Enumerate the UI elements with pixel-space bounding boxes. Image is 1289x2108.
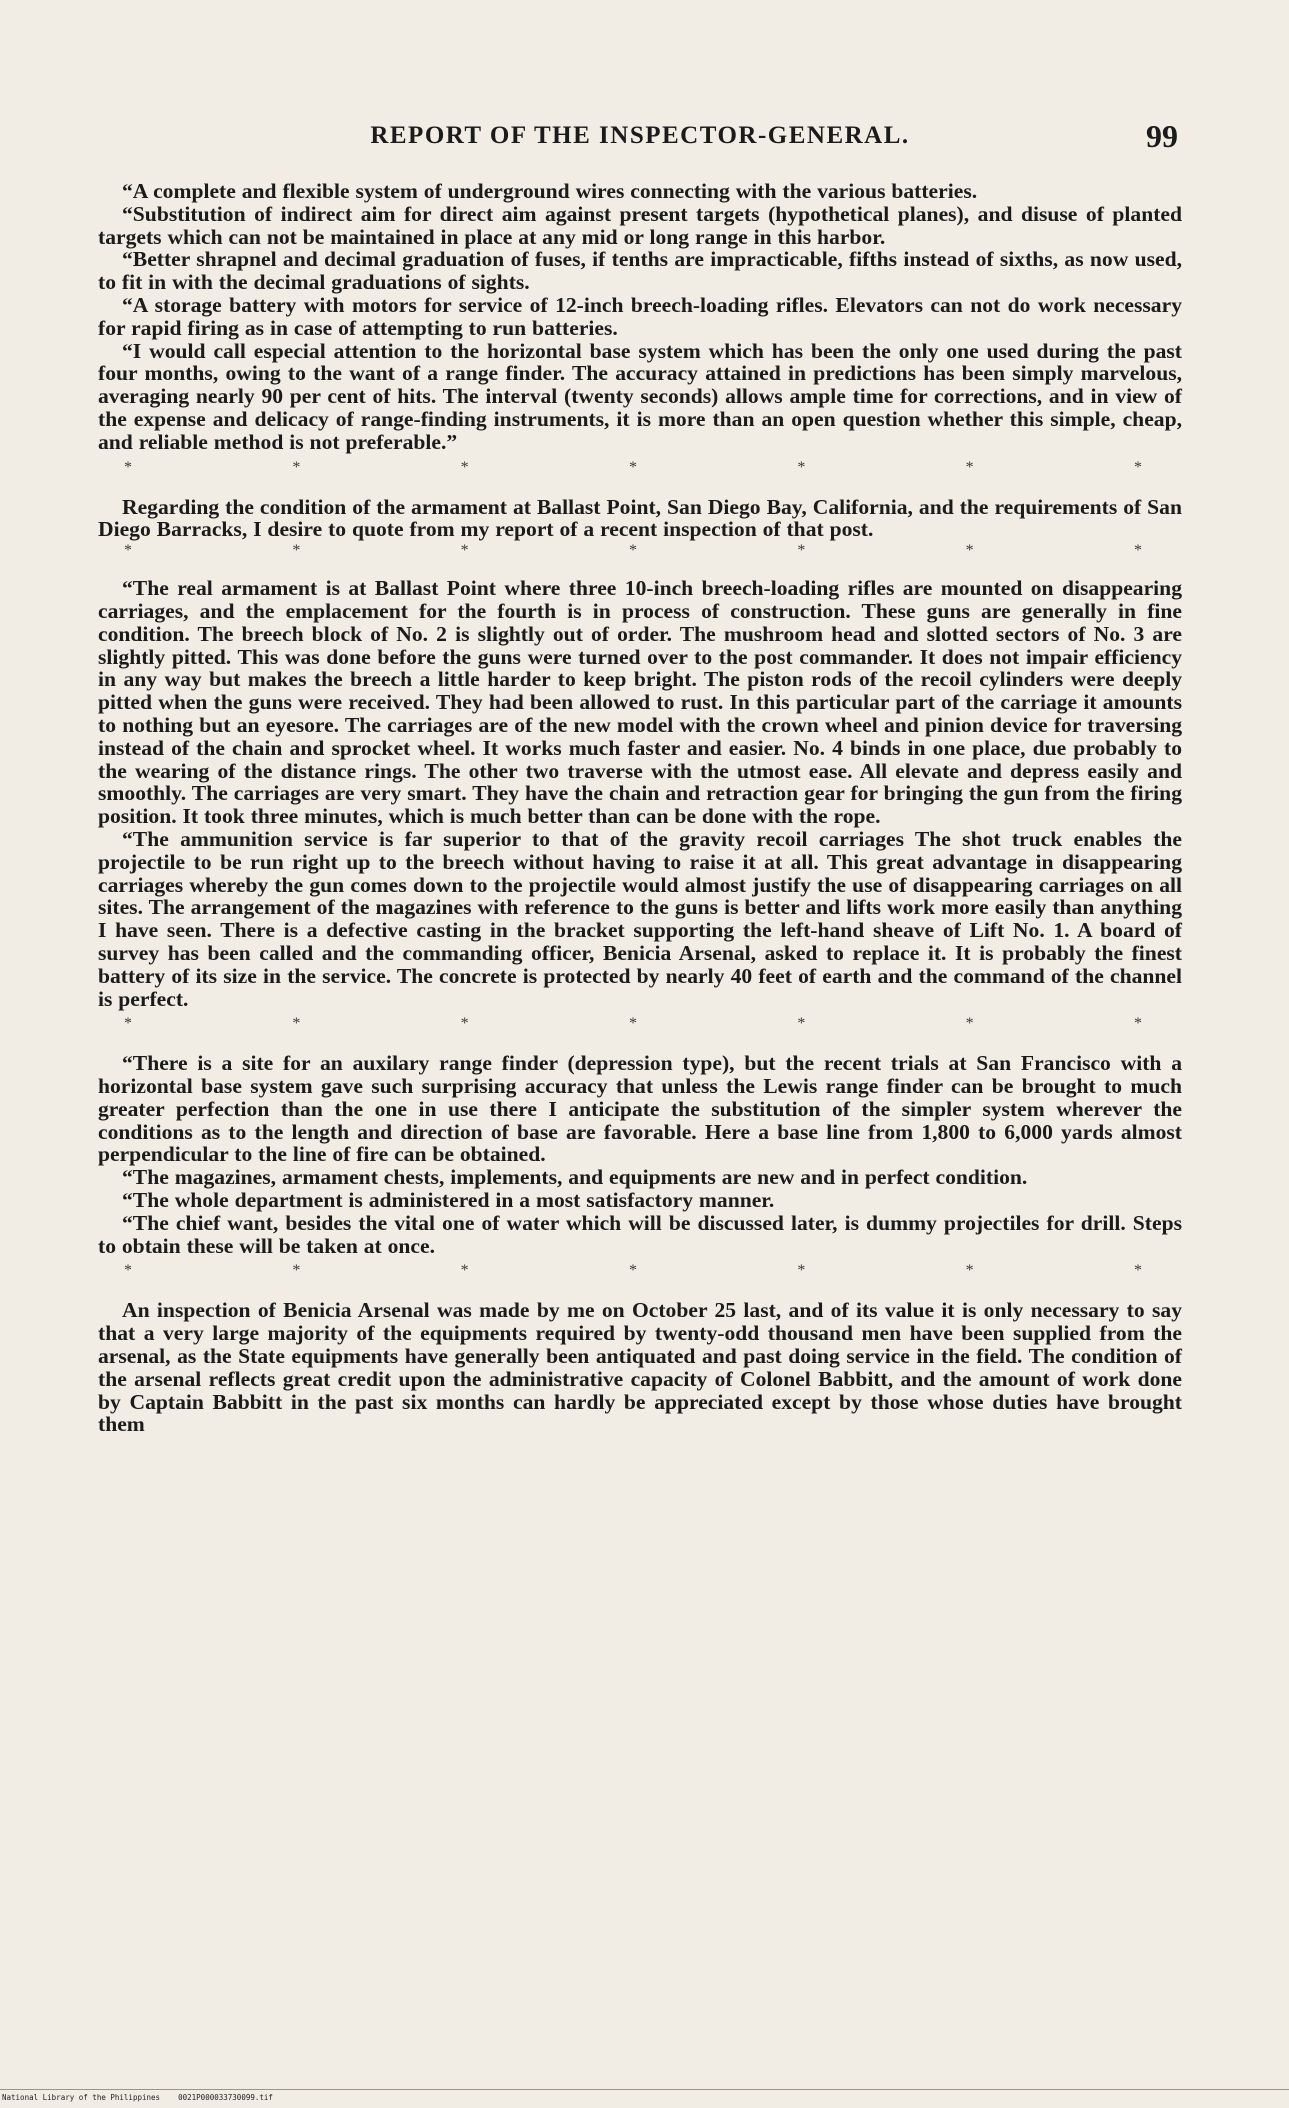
- paragraph-shrapnel: “Better shrapnel and decimal graduation of fuses, if tenths are impracticable, fifths instead of sixths, as now used, to fit in with the decimal graduations of sights.: [98, 247, 1182, 295]
- ellipsis-star: *: [797, 542, 806, 560]
- scan-footer: [2, 2093, 273, 2102]
- ellipsis-star: *: [292, 1262, 301, 1280]
- ellipsis-star: *: [292, 1015, 301, 1033]
- paragraph-range-finder-site: “There is a site for an auxilary range finder (depression type), but the recent trials at San Francisco with a horizontal base system gave such surprising accuracy that unless the Lewis range finder can be brought to much greater perfection than the one in use there I anticipate the substitution of the simpler system wherever the conditions as to the length and direction of base are favorable. Here a base line from 1,800 to 6,000 yards almost perpendicular to the line of fire can be obtained.: [98, 1051, 1182, 1167]
- ellipsis-star: *: [460, 542, 469, 560]
- ellipsis-star: *: [797, 1262, 806, 1280]
- ellipsis-star: *: [1133, 542, 1142, 560]
- ellipsis-star: *: [292, 458, 301, 476]
- paragraph-department: “The whole department is administered in a most satisfactory manner.: [122, 1188, 775, 1213]
- ellipsis-star: *: [124, 458, 132, 476]
- paragraph-ballast-point-intro: Regarding the condition of the armament at Ballast Point, San Diego Bay, California, and the requirements of San Diego Barracks, I desire to quote from my report of a recent inspection of that post.: [98, 494, 1182, 542]
- ellipsis-row: [98, 460, 1182, 476]
- ellipsis-star: *: [628, 458, 637, 476]
- paragraph-horizontal-base: “I would call especial attention to the horizontal base system which has been the only one used during the past four months, owing to the want of a range finder. The accuracy attained in predictions has been simply marvelous, averaging nearly 90 per cent of hits. The interval (twenty seconds) allows ample time for corrections, and in view of the expense and delicacy of range-finding instruments, it is more than an open question whether this simple, cheap, and reliable method is not preferable.”: [98, 338, 1182, 454]
- ellipsis-star: *: [460, 1015, 469, 1033]
- ellipsis-star: *: [965, 1262, 974, 1280]
- running-head: [98, 118, 1182, 158]
- ellipsis-star: *: [1133, 1262, 1142, 1280]
- ellipsis-star: *: [124, 1015, 132, 1033]
- ellipsis-star: *: [460, 458, 469, 476]
- footer-rule: [0, 2089, 1289, 2090]
- ellipsis-star: *: [965, 542, 974, 560]
- footer-file-id: 0021P000033730099.tif: [178, 2093, 273, 2102]
- page-number: 99: [1146, 118, 1178, 154]
- ellipsis-star: *: [124, 1262, 132, 1280]
- paragraph-indirect-aim: “Substitution of indirect aim for direct aim against present targets (hypothetical planes), and disuse of planted targets which can not be maintained in place at any mid or long range in this harbor.: [98, 201, 1182, 249]
- paragraph-underground-wires: “A complete and flexible system of underground wires connecting with the various batteries.: [122, 179, 978, 203]
- ellipsis-star: *: [797, 1015, 806, 1033]
- ellipsis-star: *: [965, 458, 974, 476]
- ellipsis-star: *: [965, 1015, 974, 1033]
- ellipsis-star: *: [1133, 1015, 1142, 1033]
- paragraph-ammunition-service: “The ammunition service is far superior to that of the gravity recoil carriages The shot truck enables the projectile to be run right up to the breech without having to raise it at all. This great advantage in disappearing carriages whereby the gun comes down to the projectile would almost justify the use of disappearing carriages on all sites. The arrangement of the magazines with reference to the guns is better and lifts work more easily than anything I have seen. There is a defective casting in the bracket supporting the left-hand sheave of Lift No. 1. A board of survey has been called and the commanding officer, Benicia Arsenal, asked to replace it. It is probably the finest battery of its size in the service. The concrete is protected by nearly 40 feet of earth and the command of the channel is perfect.: [98, 826, 1182, 1011]
- ellipsis-star: *: [628, 542, 637, 560]
- ellipsis-star: *: [628, 1262, 637, 1280]
- ellipsis-row: [98, 1016, 1182, 1032]
- running-title: REPORT OF THE INSPECTOR-GENERAL.: [370, 122, 910, 149]
- paragraph-chief-want: “The chief want, besides the vital one of water which will be discussed later, is dummy projectiles for drill. Steps to obtain these will be taken at once.: [98, 1210, 1182, 1258]
- ellipsis-row: [98, 1263, 1182, 1279]
- paragraph-benicia-arsenal: An inspection of Benicia Arsenal was made by me on October 25 last, and of its value it is only necessary to say that a very large majority of the equipments required by twenty-odd thousand men have been supplied from the arsenal, as the State equipments have generally been antiquated and past doing service in the field. The condition of the arsenal reflects great credit upon the administrative capacity of Colonel Babbitt, and the amount of work done by Captain Babbitt in the past six months can hardly be appreciated except by those whose duties have brought them: [98, 1298, 1182, 1437]
- ellipsis-star: *: [292, 542, 301, 560]
- paragraph-storage-battery: “A storage battery with motors for service of 12-inch breech-loading rifles. Elevators can not do work necessary for rapid firing as in case of attempting to run batteries.: [98, 292, 1182, 340]
- paragraph-magazines: “The magazines, armament chests, implements, and equipments are new and in perfect condition.: [122, 1165, 1028, 1190]
- page-content: [98, 118, 1182, 1436]
- paragraph-real-armament: “The real armament is at Ballast Point where three 10-inch breech-loading rifles are mounted on disappearing carriages, and the emplacement for the fourth is in process of construction. These guns are generally in fine condition. The breech block of No. 2 is slightly out of order. The mushroom head and slotted sectors of No. 3 are slightly pitted. This was done before the guns were turned over to the post commander. It does not impair efficiency in any way but makes the breech a little harder to keep bright. The piston rods of the recoil cylinders were deeply pitted when the guns were received. They had been allowed to rust. In this particular part of the carriage it amounts to nothing but an eyesore. The carriages are of the new model with the crown wheel and pinion device for traversing instead of the chain and sprocket wheel. It works much faster and easier. No. 4 binds in one place, due probably to the wearing of the distance rings. The other two traverse with the utmost ease. All elevate and depress easily and smoothly. The carriages are very smart. They have the chain and retraction gear for bringing the gun from the firing position. It took three minutes, which is much better than can be done with the rope.: [98, 576, 1182, 829]
- ellipsis-row: [98, 543, 1182, 559]
- ellipsis-star: *: [1133, 458, 1142, 476]
- ellipsis-star: *: [460, 1262, 469, 1280]
- ellipsis-star: *: [124, 542, 132, 560]
- footer-library: National Library of the Philippines: [2, 2093, 161, 2102]
- ellipsis-star: *: [797, 458, 806, 476]
- ellipsis-star: *: [628, 1015, 637, 1033]
